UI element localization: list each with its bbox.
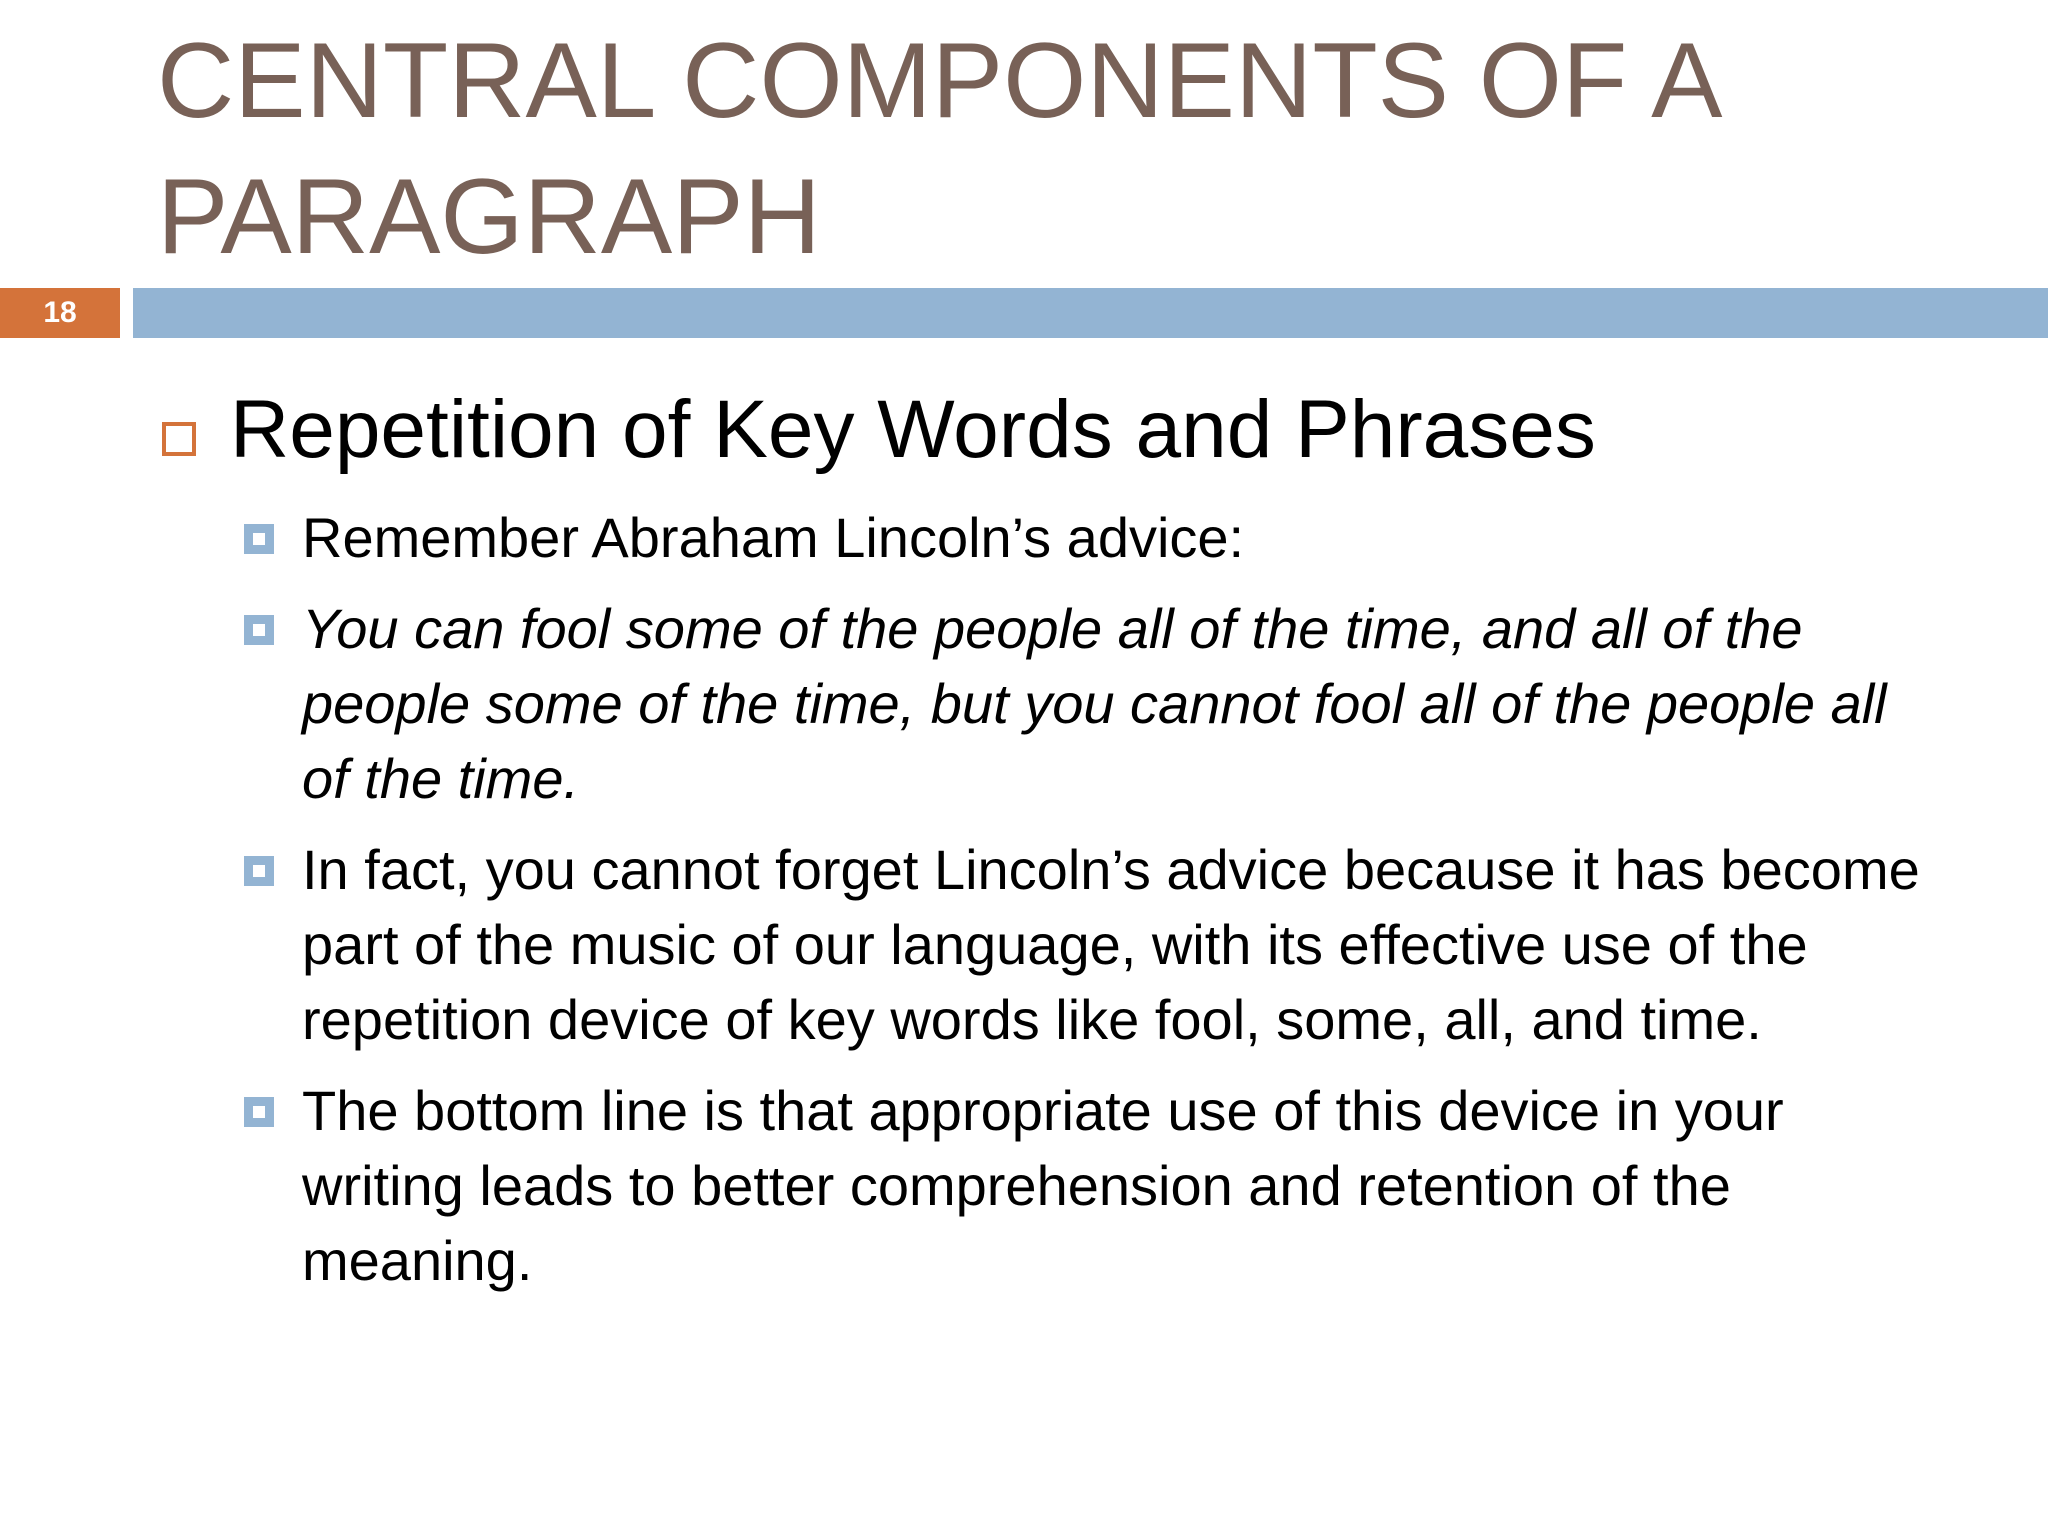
sub-bullet-item [244,591,1944,816]
square-bullet-icon [244,524,274,554]
main-bullet [162,380,1962,480]
sub-bullet-text: You can fool some of the people all of the time, and all of the people some of the time, but you cannot fool all of the people all of the time. [302,597,1887,810]
sub-bullet-text: Remember Abraham Lincoln’s advice: [302,506,1245,569]
slide-number: 18 [0,288,120,338]
main-bullet-text: Repetition of Key Words and Phrases [230,384,1596,475]
sub-bullet-text: The bottom line is that appropriate use of this device in your writing leads to better comprehension and retention of the meaning. [302,1079,1784,1292]
slide-title: CENTRAL COMPONENTS OF A PARAGRAPH [157,20,1717,276]
sub-bullet-item [244,500,1944,575]
square-bullet-icon [244,1097,274,1127]
sub-bullet-item [244,1073,1944,1298]
square-bullet-icon [244,856,274,886]
sub-bullet-list [244,500,1944,1314]
sub-bullet-item [244,832,1944,1057]
square-bullet-icon [162,422,196,456]
square-bullet-icon [244,615,274,645]
sub-bullet-text: In fact, you cannot forget Lincoln’s advice because it has become part of the music of our language, with its effective use of the repetition device of key words like fool, some, all, and time. [302,838,1920,1051]
